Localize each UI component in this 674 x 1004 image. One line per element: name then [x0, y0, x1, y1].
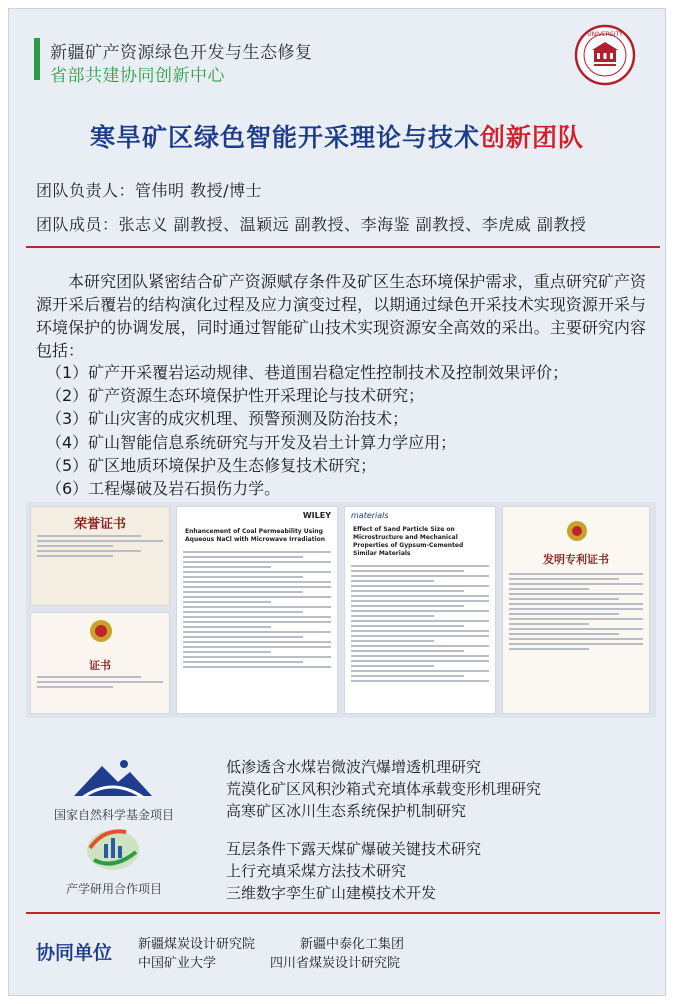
research-item: （3）矿山灾害的成灾机理、预警预测及防治技术；: [46, 409, 409, 429]
team-members: 团队成员：张志义 副教授、温颖远 副教授、李海鉴 副教授、李虎威 副教授: [36, 215, 587, 234]
header-accent-bar: [34, 38, 40, 80]
award-certificate: [30, 612, 170, 714]
research-item: （5）矿区地质环境保护及生态修复技术研究；: [46, 455, 377, 475]
partner-item: 中国矿业大学: [138, 956, 217, 971]
research-item: （1）矿产开采覆岩运动规律、巷道围岩稳定性控制技术及控制效果评价；: [46, 363, 569, 382]
page-title: [0, 118, 674, 154]
partner-item: 新疆中泰化工集团: [300, 937, 405, 952]
nsfc-project: 高寒矿区冰川生态系统保护机制研究: [226, 802, 467, 820]
team-leader: 团队负责人：管伟明 教授/博士: [36, 181, 262, 200]
industry-label: 产学研用合作项目: [65, 882, 162, 896]
partner-item: 四川省煤炭设计研究院: [270, 956, 401, 971]
title-highlight: 创新团队: [480, 123, 585, 152]
nsfc-project: 低渗透含水煤岩微波汽爆增透机理研究: [226, 758, 482, 776]
svg-text:UNIVERSITY: UNIVERSITY: [587, 31, 623, 38]
patent-emblem-icon: [503, 507, 650, 547]
header-line-1: 新疆矿产资源绿色开发与生态修复: [50, 43, 313, 63]
industry-project: 上行充填采煤方法技术研究: [226, 862, 407, 880]
award-cert-title: 证书: [89, 659, 111, 672]
divider-top: [26, 246, 660, 248]
paper-materials: [344, 506, 496, 714]
nsfc-label: 国家自然科学基金项目: [53, 808, 174, 822]
research-item: （6）工程爆破及岩石损伤力学。: [46, 479, 281, 499]
research-intro: 本研究团队紧密结合矿产资源赋存条件及矿区生态环境保护需求，重点研究矿产资源开采后覆岩的结构演化过程及应力演变过程，以期通过绿色开采技术实现资源开采与环境保护的协调发展，同时通过智能矿山技术实现资源安全高效的采出。主要研究内容包括：: [36, 272, 646, 360]
partners-label: 协同单位: [36, 942, 113, 964]
research-item: （4）矿山智能信息系统研究与开发及岩土计算力学应用；: [46, 432, 457, 452]
divider-bottom: [26, 912, 660, 914]
paper1-title: Enhancement of Coal Permeability Using Aqueous NaCl with Microwave Irradiation: [185, 528, 326, 543]
achievements-strip: [26, 502, 656, 718]
industry-projects: [226, 838, 481, 904]
research-items: [46, 361, 568, 500]
industry-logo-icon: [84, 822, 142, 876]
title-main: 寒旱矿区绿色智能开采理论与技术: [89, 123, 480, 152]
honor-cert-title: 荣誉证书: [73, 517, 126, 532]
industry-project: 三维数字孪生矿山建模技术开发: [226, 884, 437, 902]
national-emblem-icon: [31, 613, 170, 653]
industry-project: 互层条件下露天煤矿爆破关键技术研究: [226, 840, 482, 858]
header-line-2: 省部共建协同创新中心: [50, 66, 225, 86]
honor-certificate: [30, 506, 170, 606]
research-item: （2）矿产资源生态环境保护性开采理论与技术研究；: [46, 386, 425, 406]
patent-certificate: [502, 506, 650, 714]
paper2-journal: materials: [351, 511, 389, 520]
paper1-publisher: WILEY: [302, 511, 331, 520]
nsfc-logo-icon: [72, 758, 154, 806]
nsfc-projects: [226, 756, 541, 822]
partner-item: 新疆煤炭设计研究院: [138, 937, 256, 952]
paper-wiley: [176, 506, 338, 714]
paper2-title: Effect of Sand Particle Size on Microstructure and Mechanical Properties of Gypsum-Cemented Similar Materials: [353, 526, 464, 557]
university-logo: [574, 24, 636, 86]
nsfc-project: 荒漠化矿区风积沙箱式充填体承载变形机理研究: [226, 780, 542, 798]
patent-title: 发明专利证书: [543, 553, 609, 566]
